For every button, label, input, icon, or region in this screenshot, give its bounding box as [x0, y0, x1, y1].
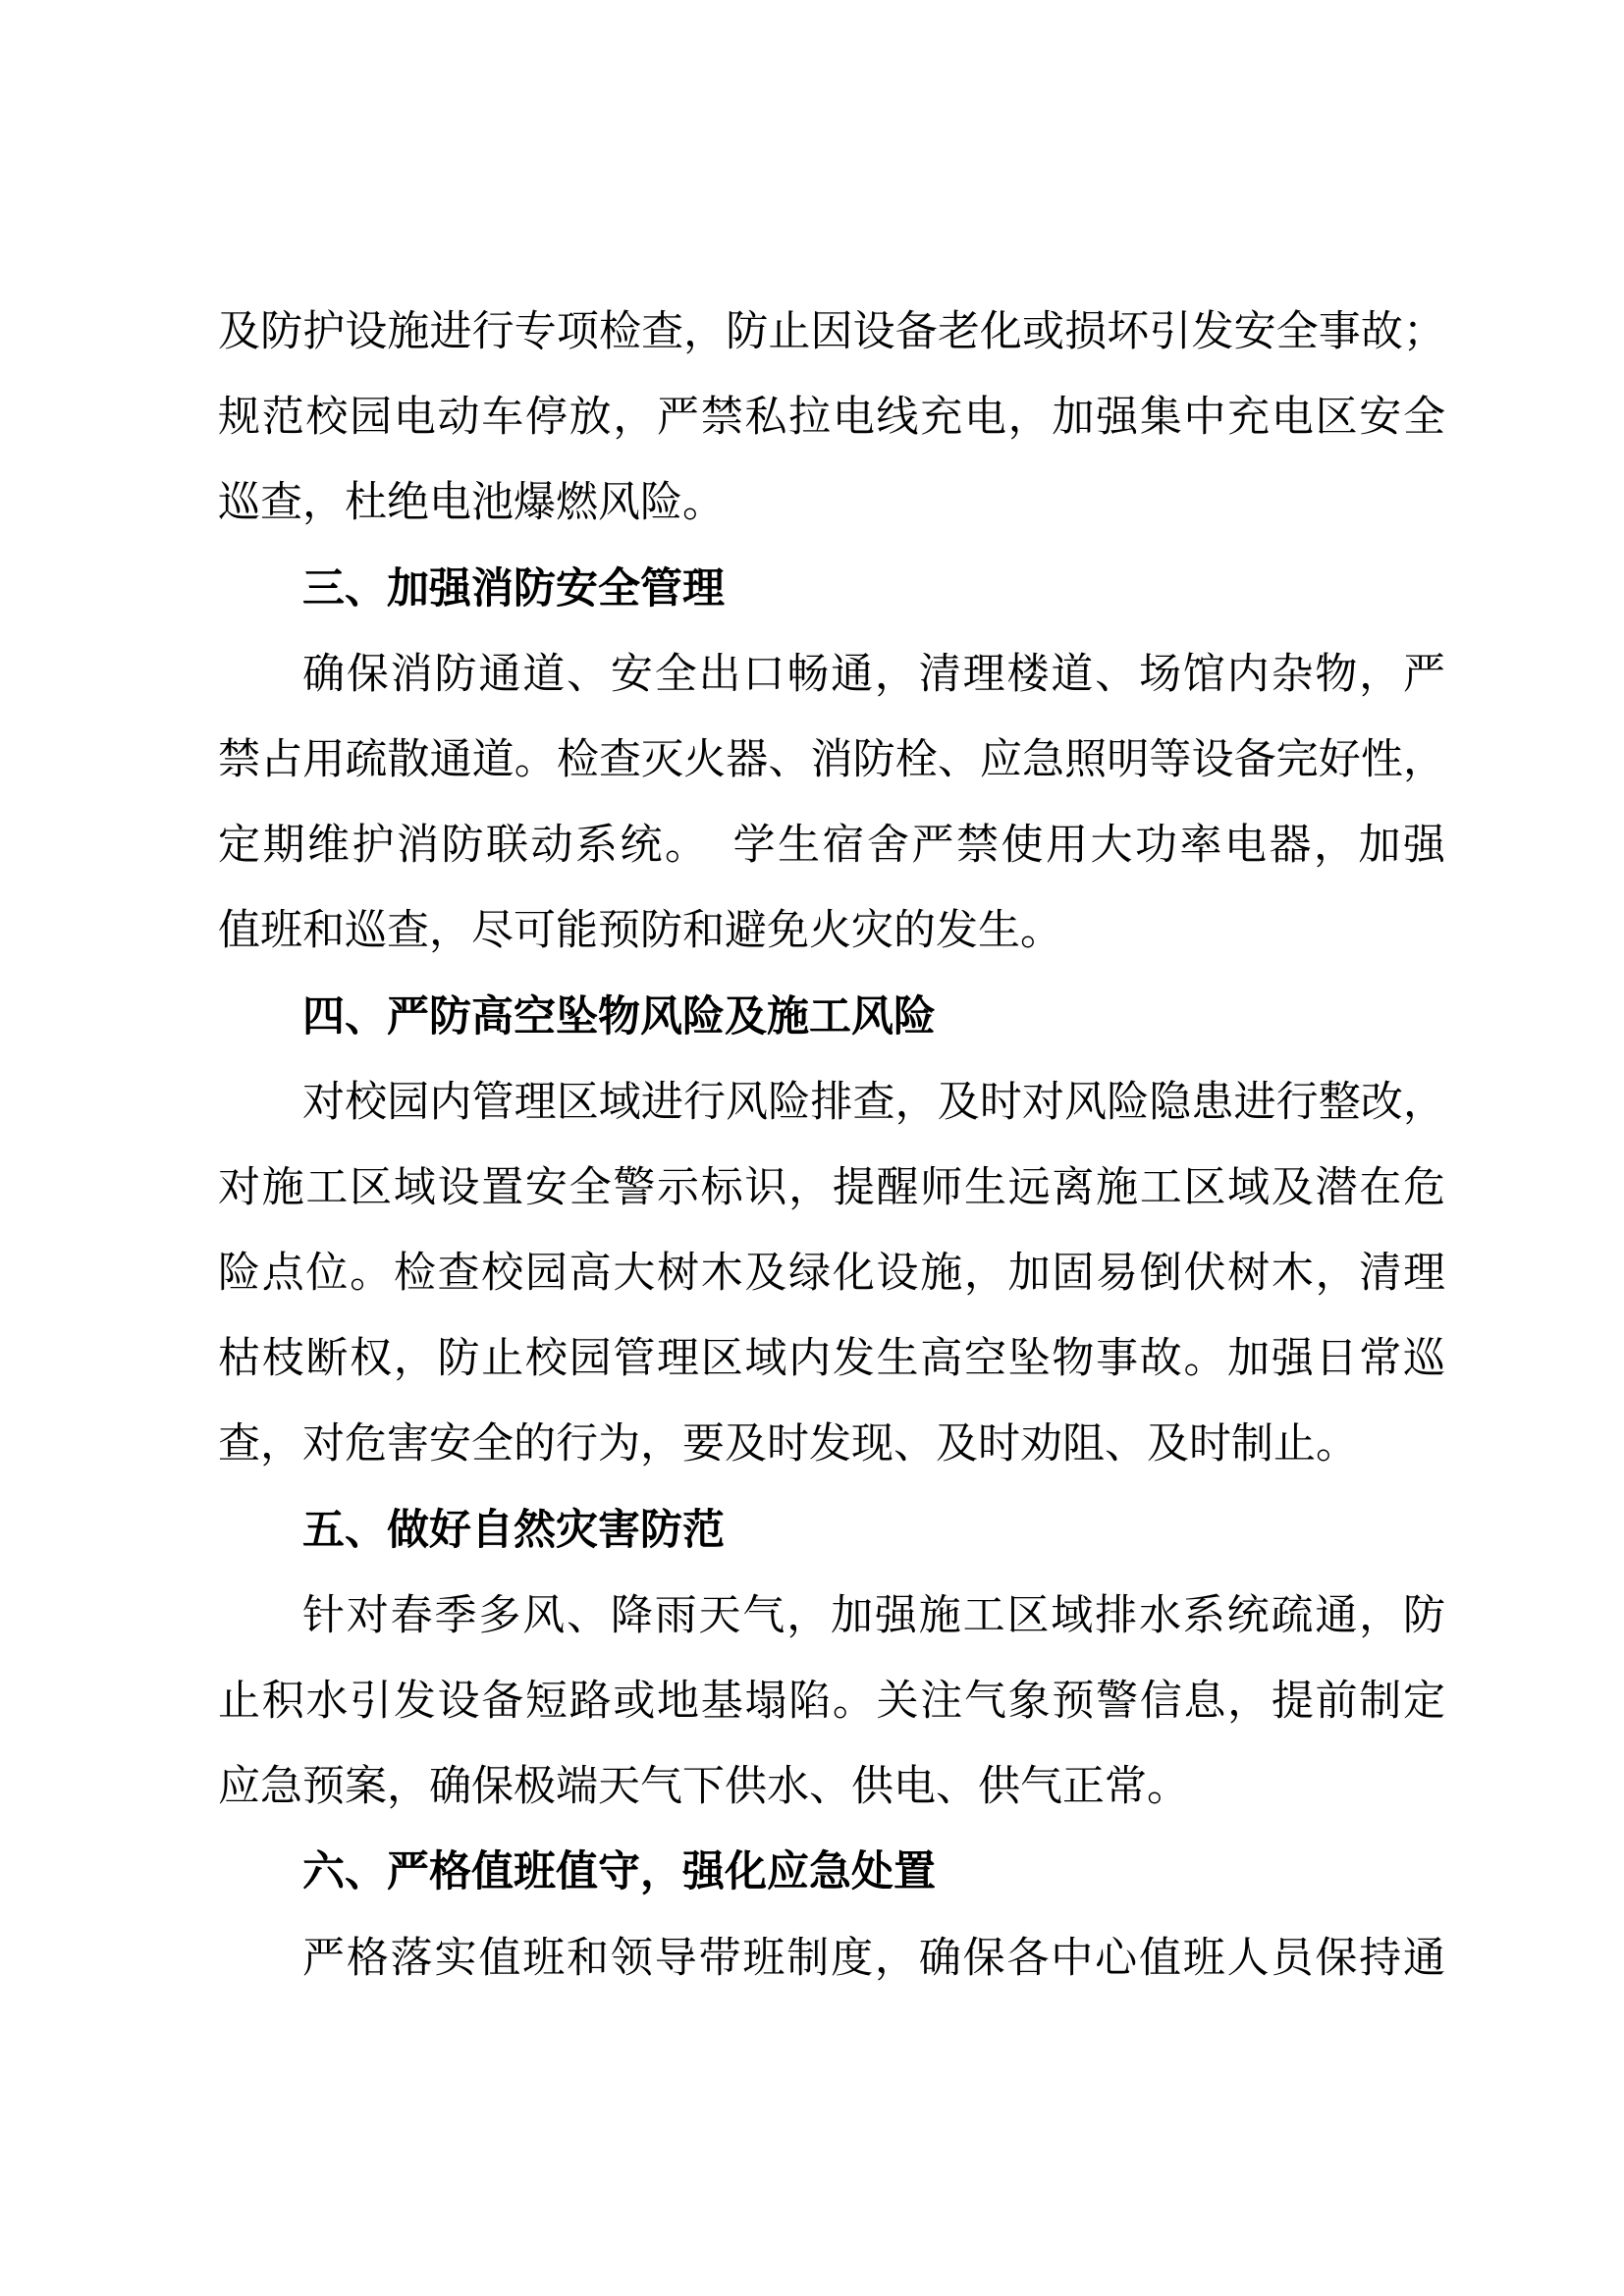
body-text-line: 对校园内管理区域进行风险排查，及时对风险隐患进行整改， — [302, 1079, 1445, 1126]
body-text-line: 查，对危害安全的行为，要及时发现、及时劝阻、及时制止。 — [218, 1421, 1358, 1468]
body-text-line: 定期维护消防联动系统。 学生宿舍严禁使用大功率电器，加强 — [218, 823, 1445, 870]
body-text-line: 确保消防通道、安全出口畅通，清理楼道、场馆内杂物，严 — [302, 651, 1445, 698]
body-text-line: 对施工区域设置安全警示标识，提醒师生远离施工区域及潜在危 — [218, 1164, 1445, 1211]
body-text-line: 针对春季多风、降雨天气，加强施工区域排水系统疏通，防 — [302, 1592, 1445, 1639]
section-heading: 四、严防高空坠物风险及施工风险 — [302, 992, 936, 1041]
body-text-line: 险点位。检查校园高大树木及绿化设施，加固易倒伏树木，清理 — [218, 1251, 1445, 1298]
section-heading: 五、做好自然灾害防范 — [302, 1506, 725, 1554]
document-text-block — [218, 290, 1445, 2002]
section-heading: 六、严格值班值守，强化应急处置 — [302, 1848, 936, 1896]
section-heading: 三、加强消防安全管理 — [302, 564, 725, 613]
body-text-line: 禁占用疏散通道。检查灭火器、消防栓、应急照明等设备完好性， — [218, 736, 1445, 783]
body-text-line: 应急预案，确保极端天气下供水、供电、供气正常。 — [218, 1764, 1189, 1811]
body-text-line: 止积水引发设备短路或地基塌陷。关注气象预警信息，提前制定 — [218, 1679, 1445, 1725]
body-text-line: 巡查，杜绝电池爆燃风险。 — [218, 480, 725, 527]
body-text-line: 值班和巡查，尽可能预防和避免火灾的发生。 — [218, 908, 1062, 955]
body-text-line: 枯枝断权，防止校园管理区域内发生高空坠物事故。加强日常巡 — [218, 1336, 1445, 1383]
body-text-line: 严格落实值班和领导带班制度，确保各中心值班人员保持通 — [302, 1935, 1445, 1982]
body-text-line: 及防护设施进行专项检查，防止因设备老化或损坏引发安全事故； — [218, 309, 1445, 355]
body-text-line: 规范校园电动车停放，严禁私拉电线充电，加强集中充电区安全 — [218, 395, 1445, 442]
